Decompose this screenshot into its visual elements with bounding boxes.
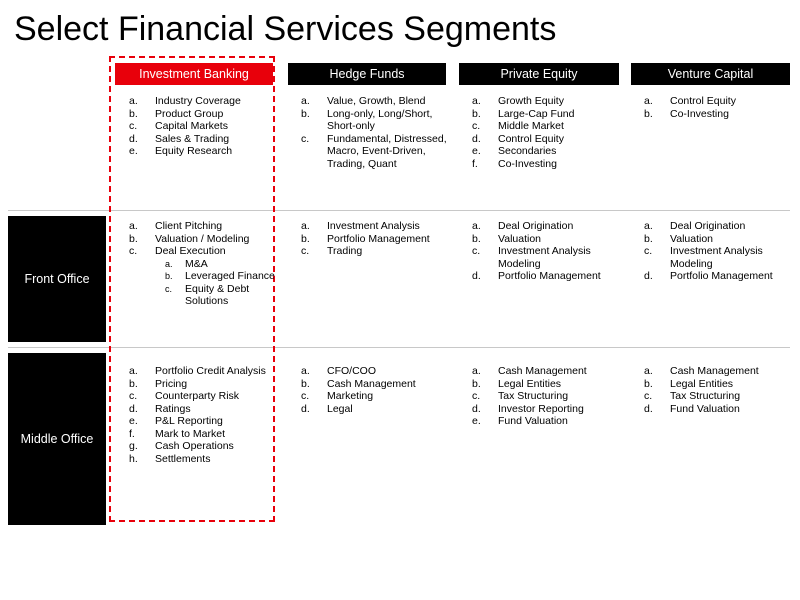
list-item-text: P&L Reporting — [155, 415, 223, 427]
list-item-letter: b. — [301, 107, 310, 120]
list-item — [129, 220, 275, 233]
sub-list-item — [155, 258, 275, 271]
list-item — [129, 415, 275, 428]
list-item-text: Growth Equity — [498, 95, 564, 107]
list-item — [644, 220, 792, 233]
column-header-hedge-funds: Hedge Funds — [288, 63, 446, 85]
list-item — [129, 95, 275, 108]
list-item-letter: d. — [644, 270, 653, 282]
list-item-letter: b. — [644, 107, 653, 120]
list-item-text: Valuation — [498, 232, 542, 245]
list-item — [472, 108, 618, 121]
list-item — [129, 365, 275, 378]
list-item-letter: a. — [301, 365, 310, 377]
list-item-text: Co-Investing — [670, 107, 729, 120]
list-item-text: Portfolio Management — [498, 270, 601, 282]
list-item-text: Legal Entities — [670, 377, 734, 390]
list-item-letter: c. — [129, 120, 138, 132]
list-item-letter: e. — [129, 415, 138, 427]
list-item — [644, 403, 792, 416]
sub-list-item-text: M&A — [185, 257, 208, 270]
list-item — [301, 133, 447, 171]
list-item-text: Middle Market — [498, 120, 564, 132]
list-item — [644, 390, 792, 403]
list-item-letter: b. — [301, 232, 310, 245]
list-item — [301, 390, 447, 403]
list-item-text: Tax Structuring — [498, 390, 569, 402]
cell — [644, 365, 792, 415]
list-item — [301, 108, 447, 133]
column-header-investment-banking: Investment Banking — [115, 63, 273, 85]
page-title: Select Financial Services Segments — [14, 10, 557, 48]
list-item-text: Fund Valuation — [498, 415, 568, 427]
list-item — [301, 378, 447, 391]
list-item — [301, 365, 447, 378]
list-item-text: Investment Analysis — [327, 220, 420, 232]
list-item — [644, 270, 792, 283]
list-item — [644, 365, 792, 378]
list-item-text: Cash Management — [327, 377, 416, 390]
cell — [644, 95, 792, 120]
list-item-letter: c. — [129, 245, 138, 257]
list-item-letter: a. — [301, 95, 310, 107]
list-item-text: Value, Growth, Blend — [327, 95, 426, 107]
list-item-text: Investor Reporting — [498, 402, 584, 415]
list-item-letter: d. — [129, 132, 138, 145]
list-item — [472, 365, 618, 378]
list-item — [129, 378, 275, 391]
list-item-text: Co-Investing — [498, 157, 557, 170]
list-item-text: Mark to Market — [155, 427, 226, 440]
cell — [301, 95, 447, 170]
list-item-text: Cash Operations — [155, 440, 234, 452]
column-header-venture-capital: Venture Capital — [631, 63, 790, 85]
list-item-letter: e. — [129, 145, 138, 157]
list-item — [644, 245, 792, 270]
cell — [129, 365, 275, 465]
list-item-text: Trading — [327, 245, 363, 257]
list-item-letter: f. — [129, 427, 135, 440]
list-item — [472, 158, 618, 171]
list-item-letter: a. — [129, 220, 138, 232]
list-item-letter: a. — [644, 365, 653, 377]
list-item — [644, 378, 792, 391]
column-header-private-equity: Private Equity — [459, 63, 619, 85]
list-item-letter: a. — [472, 220, 481, 232]
list-item-text: Cash Management — [498, 365, 587, 377]
list-item-text: Sales & Trading — [155, 132, 230, 145]
list-item-letter: g. — [129, 440, 138, 452]
list-item-letter: f. — [472, 157, 478, 170]
list-item-letter: b. — [472, 377, 481, 390]
list-item — [472, 270, 618, 283]
list-item-text: Deal Origination — [670, 220, 746, 232]
list-item — [129, 133, 275, 146]
list-item-letter: b. — [301, 377, 310, 390]
list-item-letter: d. — [472, 402, 481, 415]
list-item — [472, 133, 618, 146]
list-item-text: Ratings — [155, 402, 191, 415]
list-item-text: Fund Valuation — [670, 402, 740, 415]
list-item-letter: d. — [644, 402, 653, 415]
list-item — [301, 220, 447, 233]
list-item-text: Legal Entities — [498, 377, 562, 390]
cell — [472, 365, 618, 428]
list-item-text: Marketing — [327, 390, 374, 402]
list-item — [129, 390, 275, 403]
list-item-letter: c. — [129, 390, 138, 402]
list-item — [644, 108, 792, 121]
sub-list-item — [155, 283, 275, 308]
list-item-letter: e. — [472, 145, 481, 157]
list-item — [472, 403, 618, 416]
list-item — [129, 145, 275, 158]
list-item-letter: h. — [129, 452, 138, 465]
sub-list-item-letter: c. — [165, 283, 173, 294]
row-label-front-office: Front Office — [8, 216, 106, 342]
list-item-text: Industry Coverage — [155, 95, 241, 107]
cell — [129, 220, 275, 308]
list-item — [301, 95, 447, 108]
list-item — [129, 440, 275, 453]
list-item-text: Portfolio Management — [327, 232, 430, 245]
cell — [129, 95, 275, 158]
list-item-letter: a. — [644, 95, 653, 107]
sub-list-item-text: Leveraged Finance — [185, 270, 275, 282]
list-item-text: Deal Execution — [155, 245, 226, 257]
list-item-letter: d. — [129, 402, 138, 415]
list-item-letter: a. — [129, 365, 138, 377]
list-item-text: Equity Research — [155, 145, 233, 157]
list-item-letter: c. — [301, 132, 310, 145]
list-item-letter: c. — [301, 245, 310, 257]
list-item-letter: a. — [644, 220, 653, 232]
cell — [472, 95, 618, 170]
cell — [301, 220, 447, 258]
list-item-letter: b. — [129, 232, 138, 245]
list-item-letter: a. — [472, 365, 481, 377]
list-item-letter: d. — [472, 270, 481, 282]
list-item-text: Client Pitching — [155, 220, 223, 232]
list-item-letter: e. — [472, 415, 481, 427]
list-item — [129, 108, 275, 121]
list-item-letter: d. — [472, 132, 481, 145]
list-item-text: Portfolio Management — [670, 270, 773, 282]
cell — [301, 365, 447, 415]
list-item-text: Fundamental, Distressed, Macro, Event-Driven, Trading, Quant — [327, 132, 447, 170]
list-item — [301, 245, 447, 258]
list-item — [129, 120, 275, 133]
list-item — [129, 403, 275, 416]
list-item-letter: d. — [301, 402, 310, 415]
list-item — [129, 453, 275, 466]
sub-list-item-letter: a. — [165, 258, 173, 269]
list-item-text: Deal Origination — [498, 220, 574, 232]
list-item-text: Control Equity — [498, 132, 564, 145]
list-item-text: Counterparty Risk — [155, 390, 240, 402]
sub-list-item — [155, 270, 275, 283]
list-item — [472, 220, 618, 233]
list-item-text: Portfolio Credit Analysis — [155, 365, 266, 377]
list-item — [301, 403, 447, 416]
list-item-text: Investment Analysis Modeling — [670, 245, 763, 270]
sub-list-item-text: Equity & Debt Solutions — [185, 282, 250, 307]
list-item-letter: b. — [472, 232, 481, 245]
list-item — [644, 95, 792, 108]
list-item-letter: b. — [644, 232, 653, 245]
list-item-text: Pricing — [155, 377, 188, 390]
list-item — [301, 233, 447, 246]
list-item — [472, 245, 618, 270]
list-item-text: Control Equity — [670, 95, 736, 107]
list-item — [472, 415, 618, 428]
list-item-text: Capital Markets — [155, 120, 228, 132]
list-item-text: CFO/COO — [327, 365, 376, 377]
list-item-text: Long-only, Long/Short, Short-only — [327, 107, 433, 132]
list-item-letter: c. — [644, 245, 653, 257]
list-item-text: Valuation — [670, 232, 714, 245]
row-label-middle-office: Middle Office — [8, 353, 106, 525]
list-item — [472, 233, 618, 246]
list-item-letter: a. — [472, 95, 481, 107]
cell — [472, 220, 618, 283]
list-item — [129, 245, 275, 308]
list-item-text: Product Group — [155, 107, 224, 120]
list-item-letter: b. — [129, 377, 138, 390]
list-item-letter: a. — [129, 95, 138, 107]
list-item-letter: c. — [301, 390, 310, 402]
list-item — [472, 120, 618, 133]
list-item-text: Secondaries — [498, 145, 557, 157]
list-item — [129, 428, 275, 441]
list-item-text: Large-Cap Fund — [498, 107, 575, 120]
list-item-text: Tax Structuring — [670, 390, 741, 402]
list-item — [472, 145, 618, 158]
cell — [644, 220, 792, 283]
list-item-text: Valuation / Modeling — [155, 232, 250, 245]
sub-list-item-letter: b. — [165, 271, 173, 281]
list-item-letter: c. — [472, 390, 481, 402]
list-item — [644, 233, 792, 246]
list-item — [129, 233, 275, 246]
list-item-text: Settlements — [155, 452, 211, 465]
list-item-letter: c. — [472, 120, 481, 132]
list-item — [472, 95, 618, 108]
list-item-letter: b. — [129, 107, 138, 120]
list-item-text: Investment Analysis Modeling — [498, 245, 591, 270]
list-item-text: Cash Management — [670, 365, 759, 377]
list-item-letter: b. — [472, 107, 481, 120]
list-item-letter: b. — [644, 377, 653, 390]
list-item-letter: c. — [644, 390, 653, 402]
list-item — [472, 378, 618, 391]
list-item — [472, 390, 618, 403]
list-item-letter: c. — [472, 245, 481, 257]
list-item-text: Legal — [327, 402, 353, 415]
list-item-letter: a. — [301, 220, 310, 232]
